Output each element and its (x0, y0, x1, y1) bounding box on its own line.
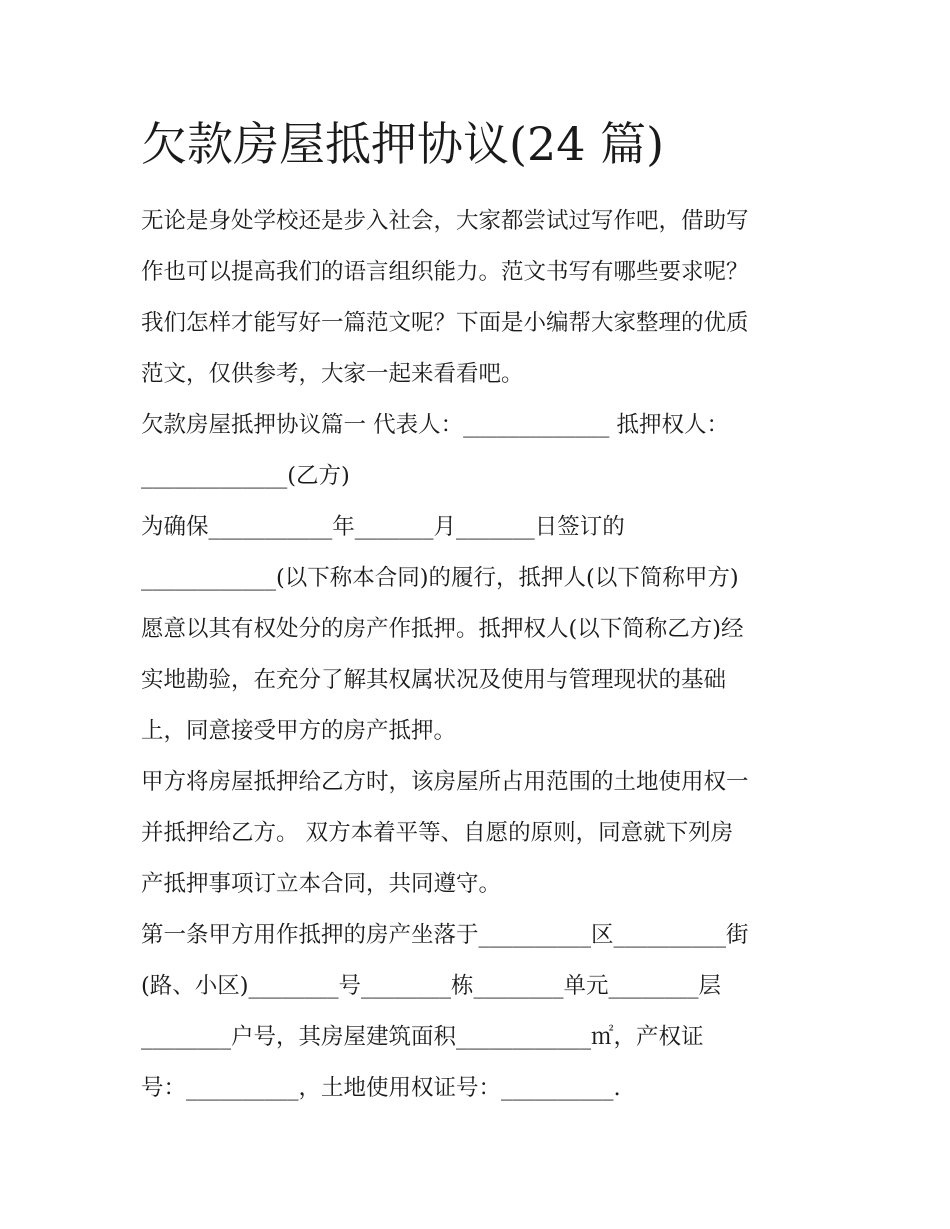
agreement-header-line: 欠款房屋抵押协议篇一 代表人：_____________ 抵押权人： (141, 412, 730, 438)
mortgage-willingness-line: 愿意以其有权处分的房产作抵押。抵押权人(以下简称乙方)经 (141, 616, 744, 642)
intro-line-3: 我们怎样才能写好一篇范文呢？下面是小编帮大家整理的优质 (141, 310, 749, 336)
contract-performance-line: ____________(以下称本合同)的履行，抵押人(以下简称甲方) (141, 565, 739, 591)
inspection-line: 实地勘验，在充分了解其权属状况及使用与管理现状的基础 (141, 667, 727, 693)
acceptance-line: 上，同意接受甲方的房产抵押。 (141, 718, 457, 744)
land-use-line-3: 产抵押事项订立本合同，共同遵守。 (141, 871, 502, 897)
document-title: 欠款房屋抵押协议(24 篇) (141, 117, 665, 171)
land-use-line-2: 并抵押给乙方。 双方本着平等、自愿的原则，同意就下列房 (141, 820, 734, 846)
article-one-line-1: 第一条甲方用作抵押的房产坐落于__________区__________街 (141, 922, 749, 948)
mortgagee-line: _____________(乙方) (141, 463, 350, 489)
intro-line-2: 作也可以提高我们的语言组织能力。范文书写有哪些要求呢？ (141, 259, 749, 285)
land-use-line-1: 甲方将房屋抵押给乙方时，该房屋所占用范围的土地使用权一 (141, 769, 749, 795)
article-one-line-3: ________户号，其房屋建筑面积____________㎡，产权证 (141, 1024, 704, 1050)
document-body (141, 196, 821, 1114)
article-one-line-2: (路、小区)________号________栋________单元________层 (141, 973, 722, 999)
intro-line-1: 无论是身处学校还是步入社会，大家都尝试过写作吧，借助写 (141, 208, 749, 234)
article-one-line-4: 号：__________，土地使用权证号：__________. (141, 1075, 621, 1101)
intro-line-4: 范文，仅供参考，大家一起来看看吧。 (141, 361, 524, 387)
contract-date-line: 为确保___________年_______月_______日签订的 (141, 514, 625, 540)
